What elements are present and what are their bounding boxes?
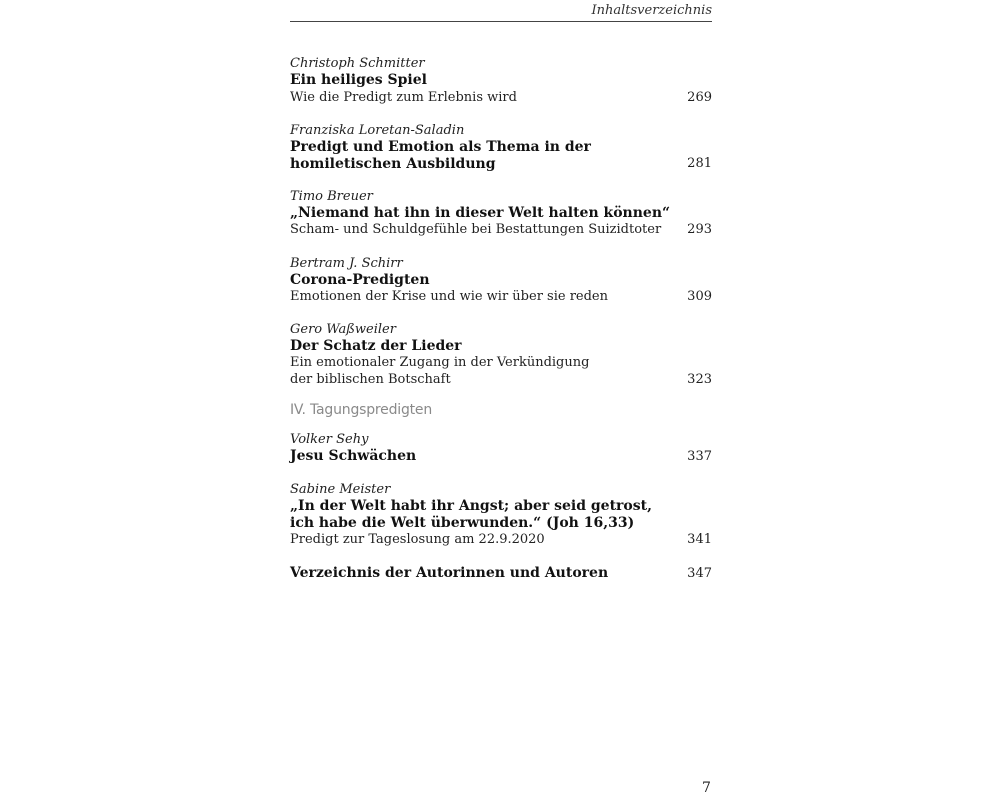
entry-title: Corona-Predigten [290, 272, 430, 288]
entry-page-number: 337 [687, 449, 712, 464]
entry-title: ich habe die Welt überwunden.“ (Joh 16,33) [290, 515, 635, 531]
entry-subtitle: Predigt zur Tageslosung am 22.9.2020 [290, 532, 545, 547]
entry-page-number: 269 [687, 90, 712, 105]
running-head-title: Inhaltsverzeichnis [591, 3, 712, 18]
entry-author: Christoph Schmitter [290, 56, 425, 71]
entry-title: homiletischen Ausbildung [290, 156, 496, 172]
entry-page-number: 293 [687, 222, 712, 237]
entry-title: „In der Welt habt ihr Angst; aber seid getrost, [290, 498, 652, 514]
entry-title: „Niemand hat ihn in dieser Welt halten können“ [290, 205, 671, 221]
entry-title: Verzeichnis der Autorinnen und Autoren [290, 565, 609, 581]
entry-page-number: 323 [687, 372, 712, 387]
entry-author: Gero Waßweiler [290, 322, 396, 337]
entry-subtitle: Emotionen der Krise und wie wir über sie reden [290, 289, 608, 304]
entry-author: Timo Breuer [290, 189, 373, 204]
running-head [290, 0, 712, 22]
entry-page-number: 309 [687, 289, 712, 304]
entry-page-number: 341 [687, 532, 712, 547]
entry-subtitle: der biblischen Botschaft [290, 372, 451, 387]
page-number: 7 [702, 780, 711, 796]
entry-author: Franziska Loretan-Saladin [290, 123, 465, 138]
entry-subtitle: Wie die Predigt zum Erlebnis wird [290, 90, 517, 105]
entry-title: Ein heiliges Spiel [290, 72, 427, 88]
section-heading: IV. Tagungspredigten [290, 402, 433, 418]
entry-title: Predigt und Emotion als Thema in der [290, 139, 591, 155]
entry-author: Bertram J. Schirr [290, 256, 403, 271]
entry-author: Volker Sehy [290, 432, 369, 447]
entry-page-number: 347 [687, 566, 712, 581]
entry-title: Jesu Schwächen [290, 448, 417, 464]
entry-title: Der Schatz der Lieder [290, 338, 462, 354]
entry-subtitle: Ein emotionaler Zugang in der Verkündigung [290, 355, 590, 370]
entry-page-number: 281 [687, 156, 712, 171]
entry-author: Sabine Meister [290, 482, 391, 497]
entry-subtitle: Scham- und Schuldgefühle bei Bestattungen Suizidtoter [290, 222, 662, 237]
